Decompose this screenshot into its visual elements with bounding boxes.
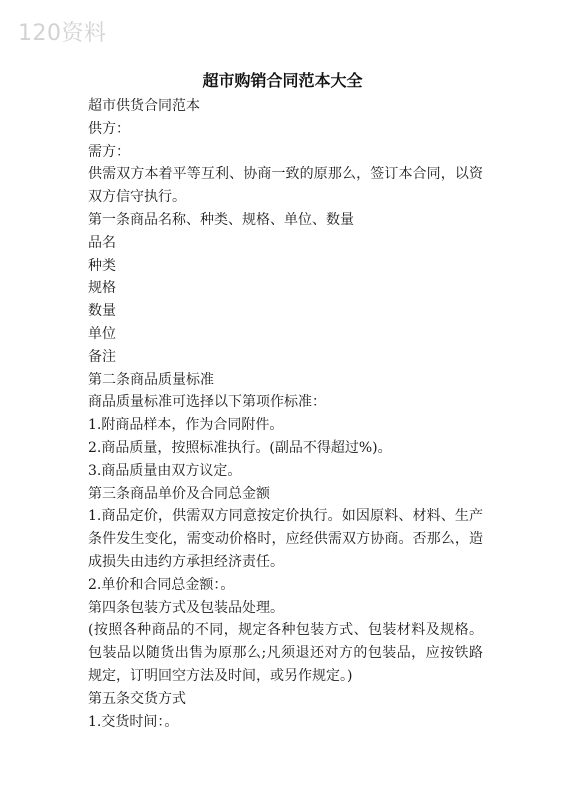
supplier-field: 供方： (88, 120, 130, 137)
item-name-label: 品名 (88, 234, 116, 251)
quality-option-3: 3.商品质量由双方议定。 (88, 462, 242, 479)
quality-option-2: 2.商品质量，按照标准执行。(副品不得超过%)。 (88, 439, 392, 456)
preamble-paragraph: 供需双方本着平等互利、协商一致的原那么，签订本合同，以资双方信守执行。 (88, 166, 483, 206)
article-5-heading: 第五条交货方式 (88, 690, 186, 707)
article-1-heading: 第一条商品名称、种类、规格、单位、数量 (88, 211, 354, 228)
article-3-heading: 第三条商品单价及合同总金额 (88, 485, 270, 502)
pricing-paragraph: 1.商品定价，供需双方同意按定价执行。如因原料、材料、生产条件发生变化，需变动价格时，应经供需双方协商。否那么，造成损失由违约方承担经济责任。 (88, 508, 483, 570)
item-unit-label: 单位 (88, 325, 116, 342)
delivery-time-line: 1.交货时间：。 (88, 713, 179, 730)
buyer-field: 需方： (88, 143, 130, 160)
article-2-heading: 第二条商品质量标准 (88, 371, 214, 388)
document-body (88, 95, 483, 733)
item-quantity-label: 数量 (88, 303, 116, 320)
packaging-paragraph: (按照各种商品的不同，规定各种包装方式、包装材料及规格。包装品以随货出售为原那么;凡须退还对方的包装品，应按铁路规定，订明回空方法及时间，或另作规定。) (88, 622, 483, 684)
item-spec-label: 规格 (88, 280, 116, 297)
article-4-heading: 第四条包装方式及包装品处理。 (88, 599, 284, 616)
subtitle-line: 超市供货合同范本 (88, 98, 200, 114)
quality-option-1: 1.附商品样本，作为合同附件。 (88, 417, 284, 434)
total-amount-line: 2.单价和合同总金额：。 (88, 576, 235, 593)
item-remarks-label: 备注 (88, 348, 116, 365)
item-type-label: 种类 (88, 257, 116, 274)
quality-standard-intro: 商品质量标准可选择以下第项作标准： (88, 394, 326, 411)
page-title: 超市购销合同范本大全 (202, 71, 363, 90)
watermark-logo: 120资料 (18, 21, 107, 46)
